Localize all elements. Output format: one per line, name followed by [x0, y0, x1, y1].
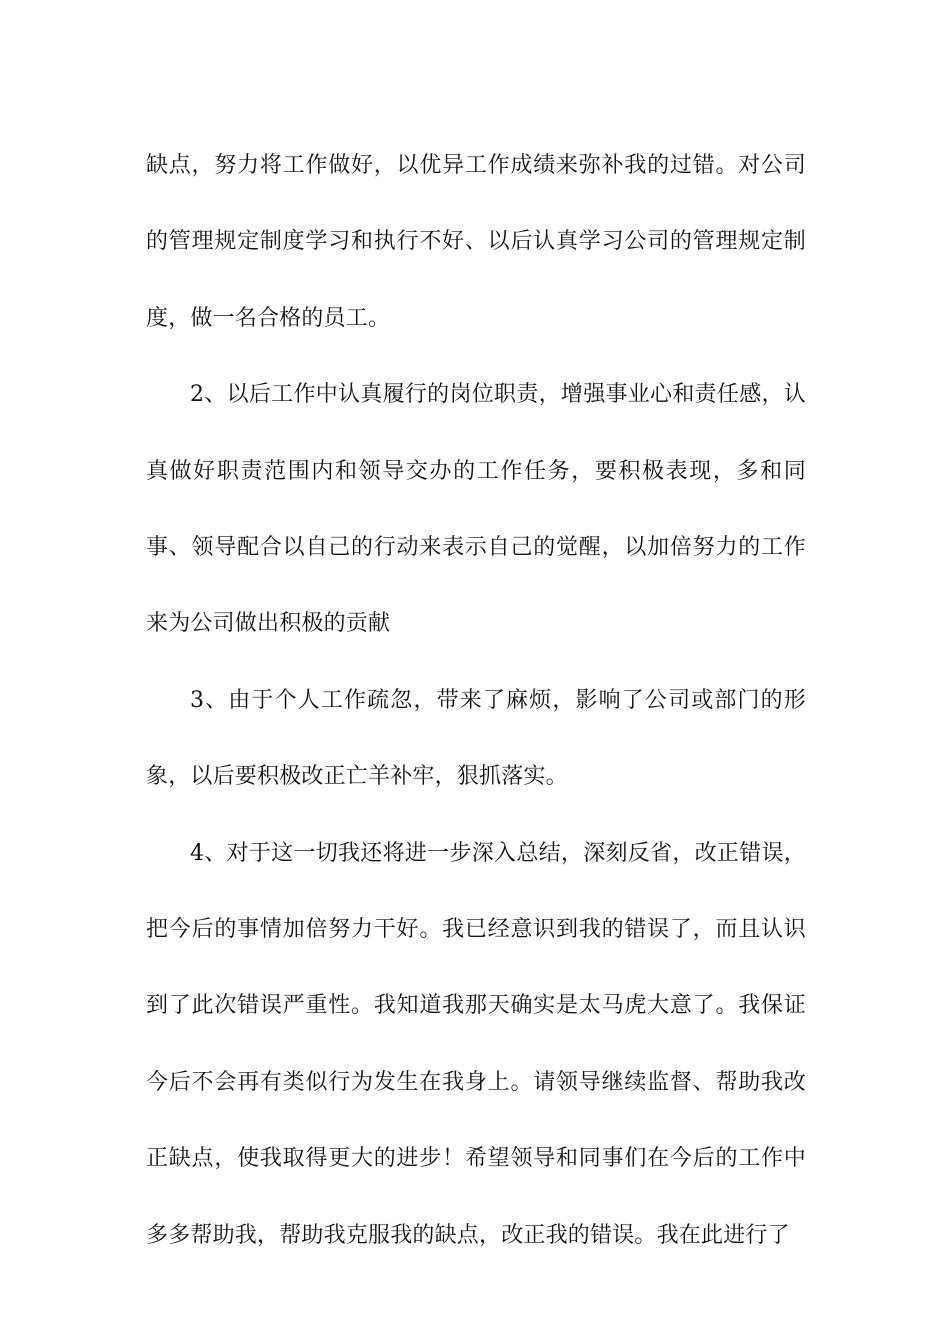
- paragraph-item-3: 3、由于个人工作疏忽，带来了麻烦，影响了公司或部门的形象，以后要积极改正亡羊补牢，狠抓落实。: [146, 687, 806, 790]
- paragraph-continuation: 缺点，努力将工作做好，以优异工作成绩来弥补我的过错。对公司的管理规定制度学习和执行不好、以后认真学习公司的管理规定制度，做一名合格的员工。: [146, 153, 806, 331]
- document-body: [146, 128, 806, 1274]
- paragraph-item-4: 4、对于这一切我还将进一步深入总结，深刻反省，改正错误，把今后的事情加倍努力干好。我已经意识到我的错误了，而且认识到了此次错误严重性。我知道我那天确实是太马虎大意了。我保证今后不会再有类似行为发生在我身上。请领导继续监督、帮助我改正缺点，使我取得更大的进步！希望领导和同事们在今后的工作中多多帮助我，帮助我克服我的缺点，改正我的错误。我在此进行了: [146, 840, 806, 1248]
- paragraph-item-2: 2、以后工作中认真履行的岗位职责，增强事业心和责任感，认真做好职责范围内和领导交办的工作任务，要积极表现，多和同事、领导配合以自己的行动来表示自己的觉醒，以加倍努力的工作来为公司做出积极的贡献: [146, 382, 806, 637]
